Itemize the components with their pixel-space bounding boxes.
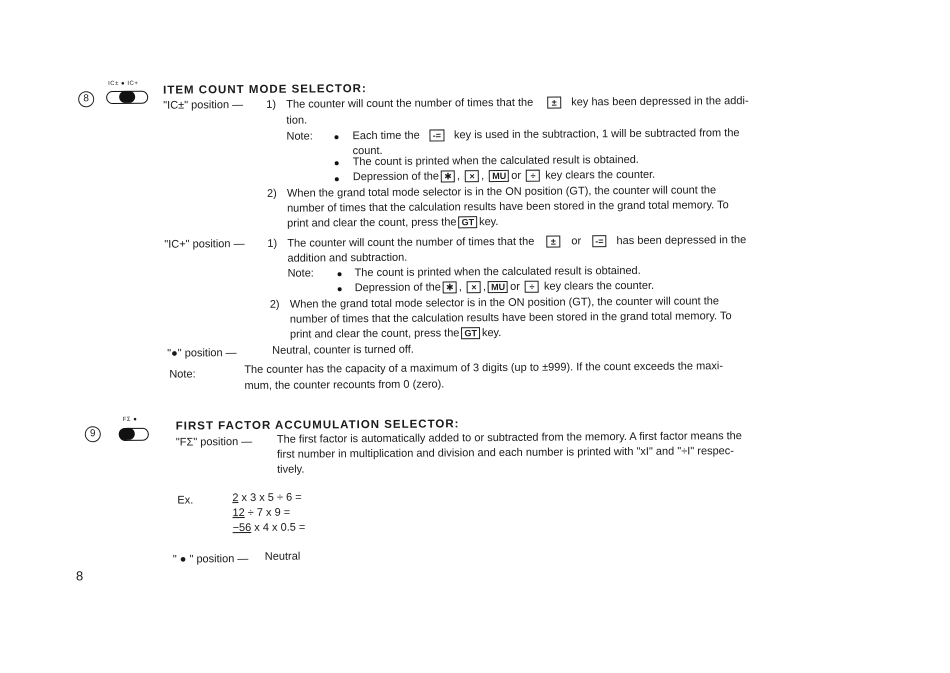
pos2-note1: The count is printed when the calculated result is obtained. bbox=[354, 264, 641, 280]
item-count-switch-labels: IC± ● IC+ bbox=[108, 80, 139, 88]
bullet-icon bbox=[338, 287, 342, 291]
switch-knob-icon bbox=[119, 428, 135, 440]
neutral-text: Neutral, counter is turned off. bbox=[272, 343, 414, 357]
pos2-line1: The counter will count the number of times that the ± or -= has been depressed in the bbox=[287, 234, 747, 250]
pos1-line2: tion. bbox=[286, 114, 308, 127]
section-number-9: 9 bbox=[85, 426, 101, 442]
example-line3: −56 x 4 x 0.5 = bbox=[232, 521, 306, 535]
bullet-icon bbox=[338, 272, 342, 276]
section-number-8: 8 bbox=[78, 91, 94, 107]
fsigma-line3: tively. bbox=[277, 463, 305, 476]
minus-equals-key-icon: -= bbox=[592, 235, 606, 247]
note1-cont: count. bbox=[352, 144, 383, 158]
mu-key-icon: MU bbox=[488, 281, 508, 293]
gt-line2: number of times that the calculation results have been stored in the grand total memory. To bbox=[286, 199, 729, 215]
bullet-icon bbox=[335, 161, 339, 165]
sec9-neutral-text: Neutral bbox=[264, 550, 301, 563]
fsigma-line1: The first factor is automatically added to or subtracted from the memory. A first factor means the bbox=[276, 430, 742, 446]
note2-line: The count is printed when the calculated result is obtained. bbox=[352, 153, 639, 169]
item-count-title: ITEM COUNT MODE SELECTOR: bbox=[163, 83, 367, 97]
sec9-neutral-label: " ● " position — bbox=[172, 552, 249, 566]
star-key-icon: ✱ bbox=[441, 170, 455, 182]
switch-knob-icon bbox=[119, 91, 135, 103]
gt-line3: print and clear the count, press the GT key. bbox=[287, 216, 499, 230]
multiply-key-icon: × bbox=[465, 170, 479, 182]
pos2-item-number: 1) bbox=[267, 237, 278, 250]
fsigma-label: "FΣ" position — bbox=[175, 435, 253, 449]
first-factor-switch-icon bbox=[119, 428, 149, 441]
note3-line: Depression of the ✱ , × , MU or ÷ key clears the counter. bbox=[352, 168, 656, 184]
note-label: Note: bbox=[286, 130, 313, 143]
pos2-item-number-2: 2) bbox=[269, 298, 280, 311]
bullet-icon bbox=[335, 177, 339, 181]
mu-key-icon: MU bbox=[489, 170, 509, 182]
pos1-label: "IC±" position — bbox=[163, 99, 244, 112]
note-label-2: Note: bbox=[287, 267, 314, 280]
plus-minus-key-icon: ± bbox=[546, 236, 560, 248]
item-count-switch-icon bbox=[106, 91, 148, 104]
pos1-item-number: 1) bbox=[266, 98, 277, 111]
capacity-note-line2: mum, the counter recounts from 0 (zero). bbox=[244, 378, 445, 393]
example-label: Ex. bbox=[177, 494, 194, 507]
gt-key-icon: GT bbox=[458, 216, 477, 228]
pos2-gt-line2: number of times that the calculation results have been stored in the grand total memory. To bbox=[289, 310, 732, 326]
page-number: 8 bbox=[75, 568, 84, 584]
pos2-label: "IC+" position — bbox=[164, 238, 245, 251]
fsigma-line2: first number in multiplication and division and each number is printed with "xI" and "÷I" respec- bbox=[276, 445, 734, 461]
capacity-note-line1: The counter has the capacity of a maximum of 3 digits (up to ±999). If the count exceeds the maxi- bbox=[244, 360, 724, 377]
pos2-note2: Depression of the ✱ , × , MU or ÷ key clears the counter. bbox=[354, 279, 655, 295]
pos2-gt-line1: When the grand total mode selector is in the ON position (GT), the counter will count the bbox=[289, 295, 720, 311]
first-factor-switch-labels: FΣ ● bbox=[122, 416, 138, 423]
note1-line: Each time the -= key is used in the subtraction, 1 will be subtracted from the bbox=[352, 127, 740, 143]
pos1-line1: The counter will count the number of times that the ± key has been depressed in the addi- bbox=[286, 95, 749, 111]
example-line1: 2 x 3 x 5 ÷ 6 = bbox=[232, 491, 302, 505]
first-factor-title: FIRST FACTOR ACCUMULATION SELECTOR: bbox=[175, 418, 460, 433]
pos2-line2: addition and subtraction. bbox=[287, 251, 408, 265]
divide-key-icon: ÷ bbox=[525, 281, 539, 293]
gt-key-icon: GT bbox=[461, 327, 480, 339]
bullet-icon bbox=[334, 135, 338, 139]
divide-key-icon: ÷ bbox=[526, 170, 540, 182]
capacity-note-label: Note: bbox=[169, 368, 196, 381]
example-line2: 12 ÷ 7 x 9 = bbox=[232, 506, 291, 520]
star-key-icon: ✱ bbox=[443, 281, 457, 293]
plus-minus-key-icon: ± bbox=[547, 97, 561, 109]
minus-equals-key-icon: -= bbox=[430, 130, 444, 142]
multiply-key-icon: × bbox=[467, 281, 481, 293]
pos2-gt-line3: print and clear the count, press the GT key. bbox=[289, 326, 502, 341]
gt-line1: When the grand total mode selector is in the ON position (GT), the counter will count the bbox=[286, 184, 717, 200]
pos1-item-number-2: 2) bbox=[266, 187, 277, 200]
neutral-label: "●" position — bbox=[167, 347, 237, 360]
